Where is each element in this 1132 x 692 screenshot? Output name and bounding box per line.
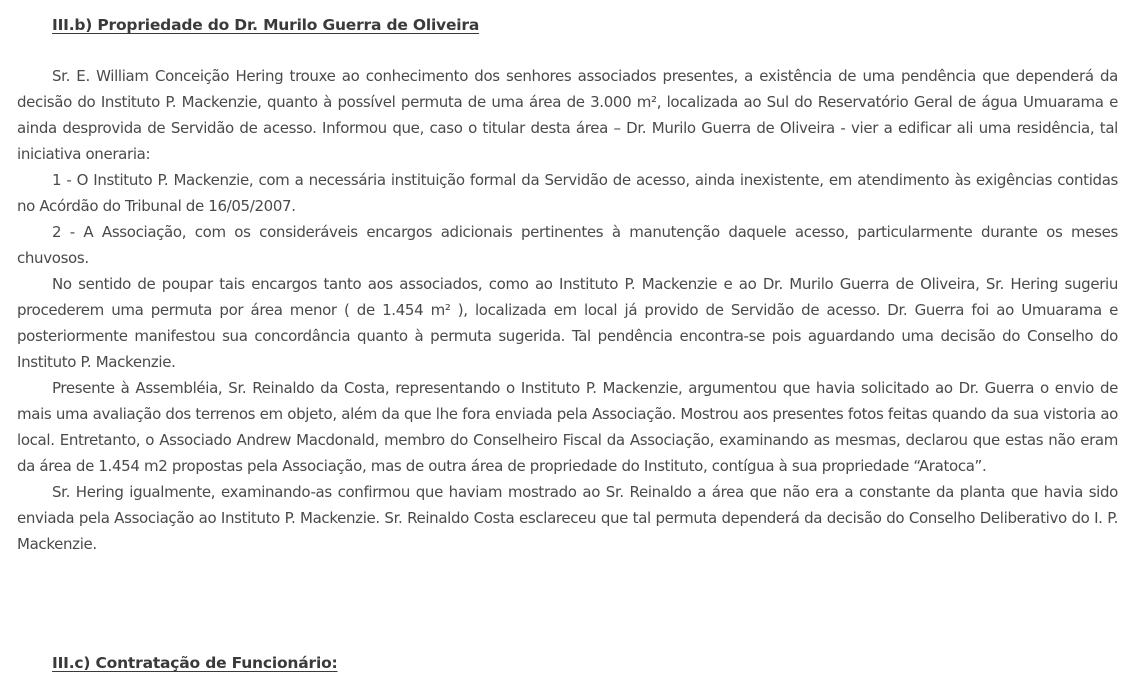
section-heading-iii-c: III.c) Contratação de Funcionário: — [52, 654, 338, 672]
paragraph-hering-confirmation: Sr. Hering igualmente, examinando-as confirmou que haviam mostrado ao Sr. Reinaldo a área que não era a constante da planta que havia sido enviada pela Associação ao Instituto P. Mackenzie. Sr. Reinaldo Costa esclareceu que tal permuta dependerá da decisão do Conselho Deliberativo do I. P. Mackenzie. — [17, 483, 1118, 553]
paragraph-intro: Sr. E. William Conceição Hering trouxe ao conhecimento dos senhores associados presentes, a existência de uma pendência que dependerá da decisão do Instituto P. Mackenzie, quanto à possível permuta de uma área de 3.000 m², localizada ao Sul do Reservatório Geral de água Umuarama e ainda desprovida de Servidão de acesso. Informou que, caso o titular desta área – Dr. Murilo Guerra de Oliveira - vier a edificar ali uma residência, tal iniciativa oneraria: — [17, 67, 1118, 163]
paragraph-assembly-discussion: Presente à Assembléia, Sr. Reinaldo da Costa, representando o Instituto P. Mackenzie, argumentou que havia solicitado ao Dr. Guerra o envio de mais uma avaliação dos terrenos em objeto, além da que lhe fora enviada pela Associação. Mostrou aos presentes fotos feitas quando da sua vistoria ao local. Entretanto, o Associado Andrew Macdonald, membro do Conselheiro Fiscal da Associação, examinando as mesmas, declarou que estas não eram da área de 1.454 m2 propostas pela Associação, mas de outra área de propriedade do Instituto, contígua à sua propriedade “Aratoca”. — [17, 379, 1118, 475]
paragraph-item-2: 2 - A Associação, com os consideráveis encargos adicionais pertinentes à manutenção daquele acesso, particularmente durante os meses chuvosos. — [17, 223, 1118, 267]
paragraph-item-1: 1 - O Instituto P. Mackenzie, com a necessária instituição formal da Servidão de acesso, ainda inexistente, em atendimento às exigências contidas no Acórdão do Tribunal de 16/05/2007. — [17, 171, 1118, 215]
section-heading-iii-b: III.b) Propriedade do Dr. Murilo Guerra de Oliveira — [52, 16, 480, 34]
section-body-iii-b — [17, 63, 1118, 557]
paragraph-permuta-proposal: No sentido de poupar tais encargos tanto aos associados, como ao Instituto P. Mackenzie e ao Dr. Murilo Guerra de Oliveira, Sr. Hering sugeriu procederem uma permuta por área menor ( de 1.454 m² ), localizada em local já provido de Servidão de acesso. Dr. Guerra foi ao Umuarama e posteriormente manifestou sua concordância quanto à permuta sugerida. Tal pendência encontra-se pois aguardando uma decisão do Conselho do Instituto P. Mackenzie. — [17, 275, 1118, 371]
